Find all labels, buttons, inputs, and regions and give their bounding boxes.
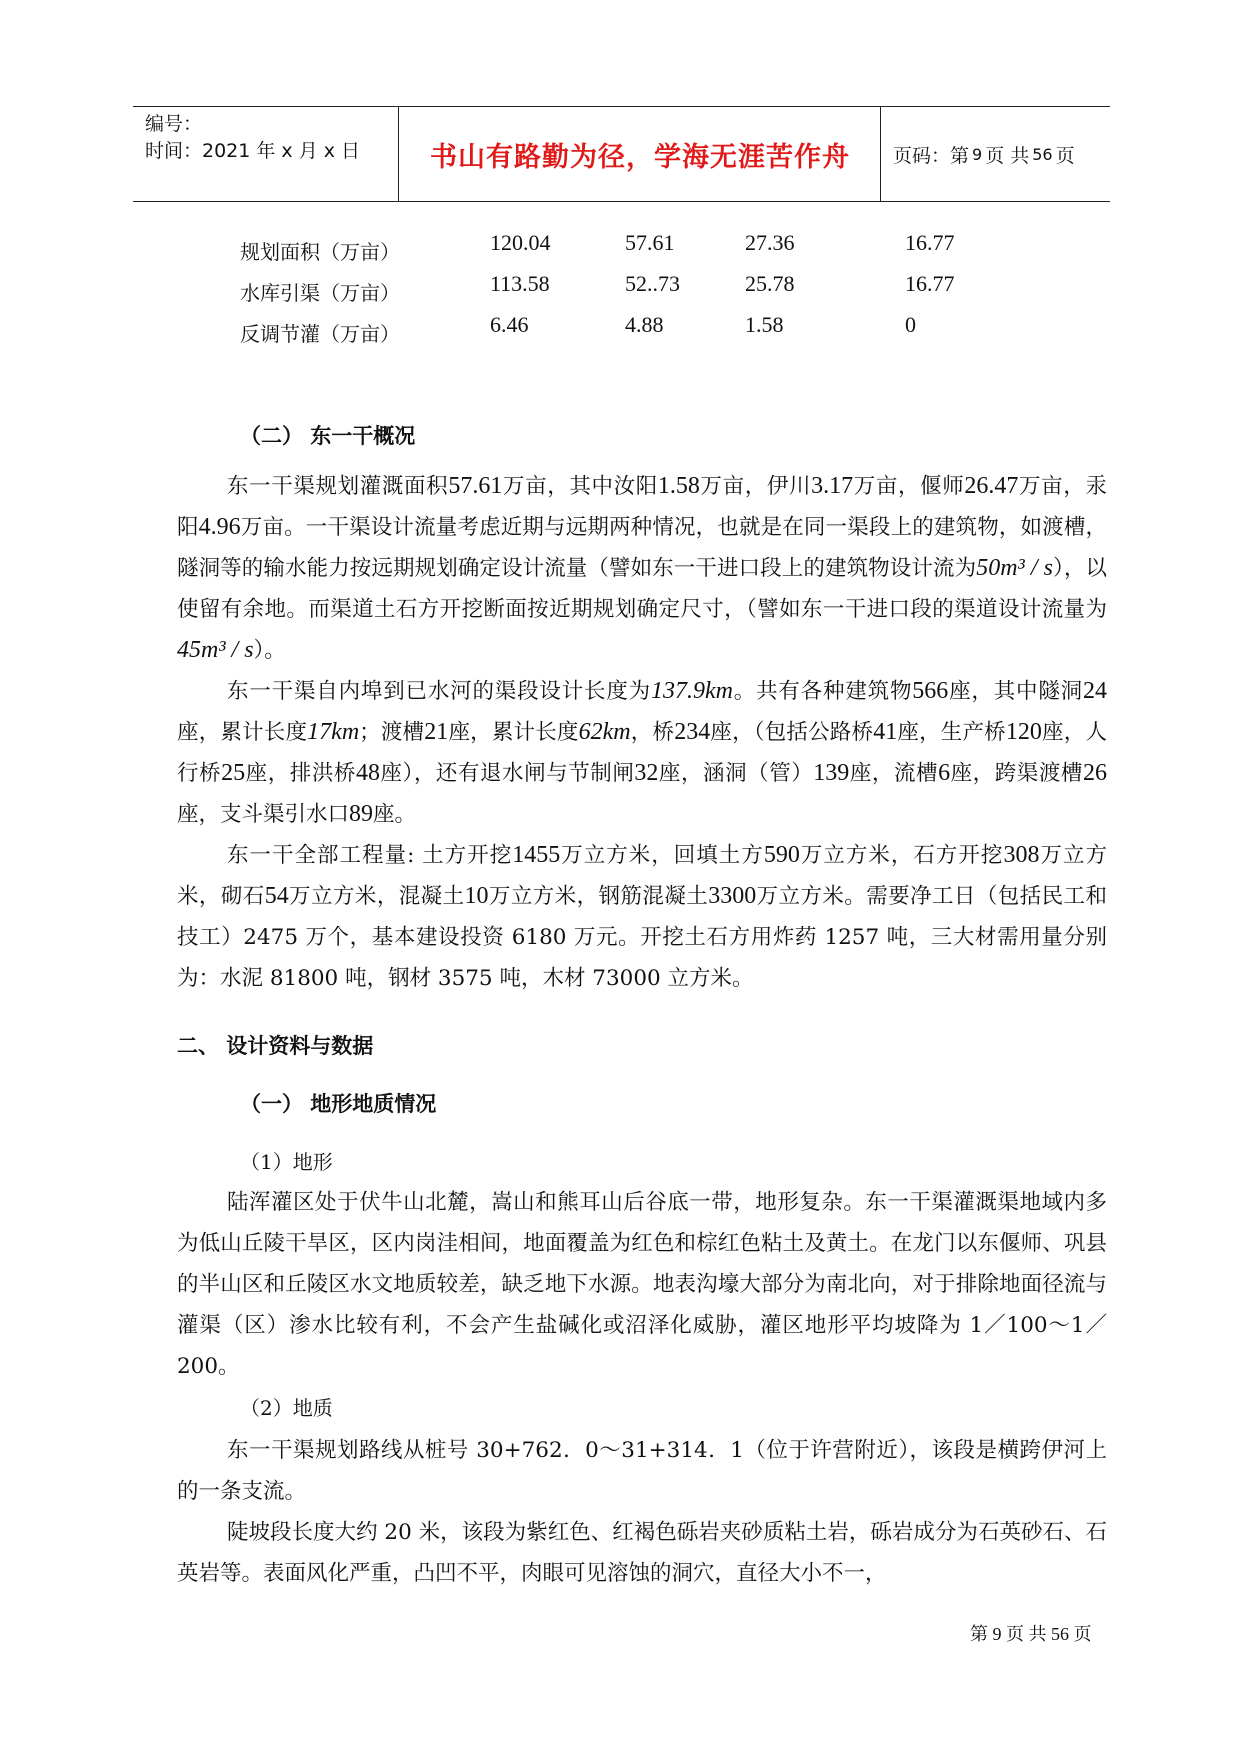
table-cell: 25.78 (745, 271, 795, 296)
table-cell: 4.88 (625, 312, 664, 337)
section-heading-terrain-geology: （一） 地形地质情况 (240, 1092, 437, 1116)
page-footer: 第 9 页 共 56 页 (970, 1624, 1092, 1644)
header-left-cell (133, 107, 399, 201)
paragraph-structures: 东一干渠自内埠到已水河的渠段设计长度为137.9km。共有各种建筑物566座，其中隧洞24座，累计长度17km；渡槽21座，累计长度62km，桥234座，（包括公路桥41座，生产桥120座，人行桥25座，排洪桥48座），还有退水闸与节制闸32座，涵洞（管）139座，流槽6座，跨渠渡槽26座，支斗渠引水口89座。 (177, 678, 1107, 827)
table-cell: 27.36 (745, 230, 795, 255)
page-header (133, 106, 1110, 202)
number-label: 编号： (145, 113, 203, 135)
paragraph-terrain: 陆浑灌区处于伏牛山北麓，嵩山和熊耳山后谷底一带，地形复杂。东一干渠灌溉渠地域内多为低山丘陵干旱区，区内岗洼相间，地面覆盖为红色和棕红色粘土及黄土。在龙门以东偃师、巩县的半山区和丘陵区水文地质较差，缺乏地下水源。地表沟壕大部分为南北向，对于排除地面径流与灌渠（区）渗水比较有利，不会产生盐碱化或沼泽化威胁，灌区地形平均坡降为 1／100～1／200。 (177, 1190, 1107, 1379)
table-cell: 113.58 (490, 271, 550, 296)
row-label: 规划面积（万亩） (240, 240, 400, 264)
paragraph-geology-route: 东一干渠规划路线从桩号 30+762．0～31+314．1（位于许营附近），该段是横跨伊河上的一条支流。 (177, 1438, 1107, 1504)
section-heading-east-canal: （二） 东一干概况 (240, 424, 416, 448)
motto: 书山有路勤为径，学海无涯苦作舟 (400, 107, 881, 201)
section-heading-design-data: 二、 设计资料与数据 (177, 1034, 374, 1058)
subheading-geology: （2）地质 (240, 1396, 333, 1420)
row-label: 反调节灌（万亩） (240, 322, 400, 346)
table-cell: 16.77 (905, 271, 955, 296)
table-cell: 6.46 (490, 312, 529, 337)
table-cell: 0 (905, 312, 916, 337)
page-counter: 页码：第 9 页 共 56 页 (893, 144, 1075, 167)
paragraph-overview: 东一干渠规划灌溉面积57.61万亩，其中汝阳1.58万亩，伊川3.17万亩，偃师26.47万亩，汞阳4.96万亩。一干渠设计流量考虑近期与远期两种情况，也就是在同一渠段上的建筑物，如渡槽，隧洞等的输水能力按远期规划确定设计流量（譬如东一干进口段上的建筑物设计流为50m³ / s），以使留有余地。而渠道土石方开挖断面按近期规划确定尺寸，（譬如东一干进口段的渠道设计流量为45m³ / s）。 (177, 473, 1107, 663)
table-cell: 120.04 (490, 230, 551, 255)
subheading-terrain: （1）地形 (240, 1150, 333, 1174)
paragraph-quantities: 东一干全部工程量: 土方开挖1455万立方米，回填土方590万立方米，石方开挖308万立方米，砌石54万立方米，混凝土10万立方米，钢筋混凝土3300万立方米。需要净工日（包括民工和技工）2475 万个，基本建设投资 6180 万元。开挖土石方用炸药 1257 吨，三大材需用量分别为：水泥 81800 吨，钢材 3575 吨，木材 73000 立方米。 (177, 842, 1107, 991)
table-cell: 16.77 (905, 230, 955, 255)
paragraph-geology-slope: 陡坡段长度大约 20 米，该段为紫红色、红褐色砾岩夹砂质粘土岩，砾岩成分为石英砂石、石英岩等。表面风化严重，凸凹不平，肉眼可见溶蚀的洞穴，直径大小不一， (177, 1520, 1107, 1586)
time-label: 时间：2021 年 x 月 x 日 (145, 140, 361, 162)
row-label: 水库引渠（万亩） (240, 281, 400, 305)
table-cell: 52..73 (625, 271, 680, 296)
table-cell: 57.61 (625, 230, 675, 255)
table-cell: 1.58 (745, 312, 784, 337)
